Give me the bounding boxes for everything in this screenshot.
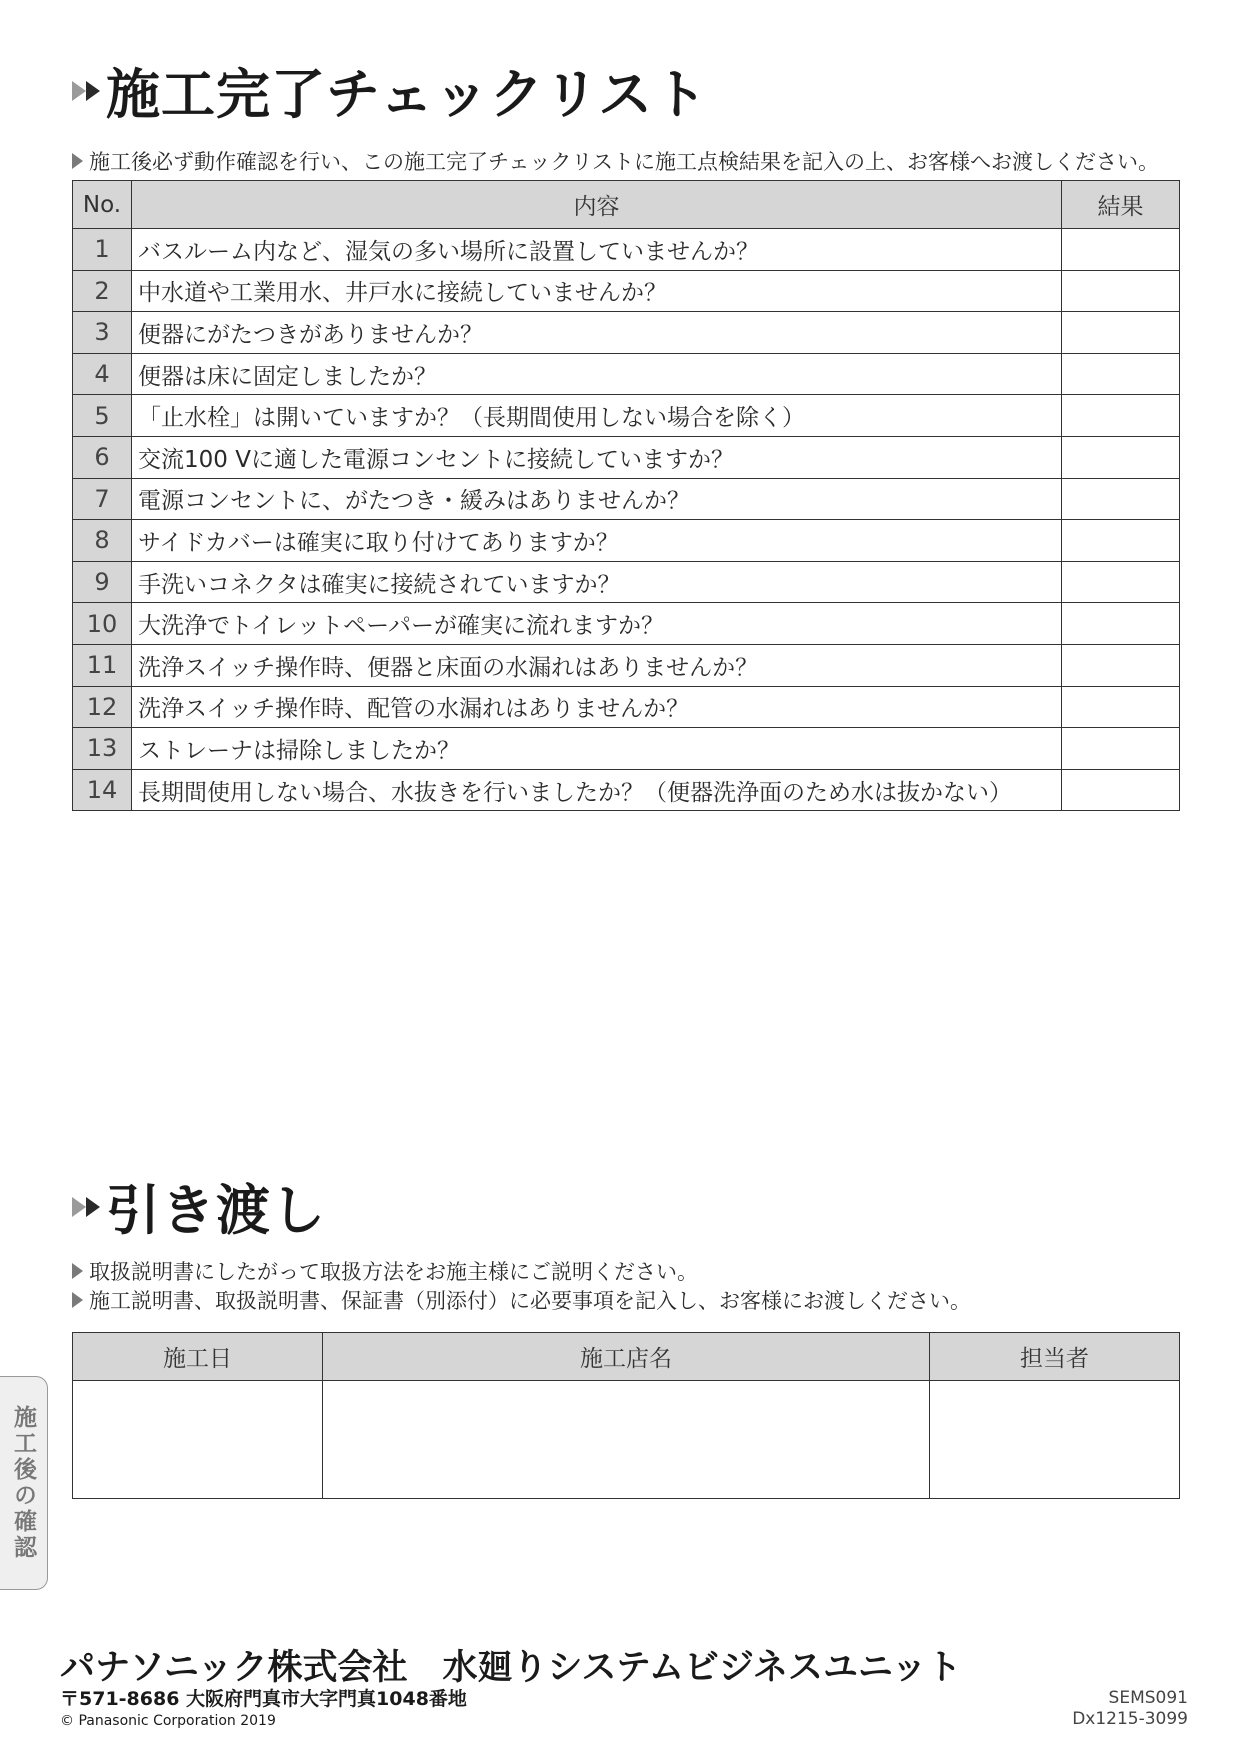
header-no: No.	[73, 181, 132, 229]
table-row	[73, 520, 1180, 562]
row-number: 5	[73, 395, 132, 437]
header-result: 結果	[1062, 181, 1180, 229]
row-number: 8	[73, 520, 132, 562]
header-person: 担当者	[930, 1333, 1180, 1381]
title-arrow-icon	[72, 81, 98, 101]
title-arrow-icon	[72, 1197, 98, 1217]
checklist-title-text: 施工完了チェックリスト	[106, 63, 709, 126]
row-number: 2	[73, 270, 132, 312]
side-tab	[0, 1376, 48, 1590]
row-result-cell[interactable]	[1062, 686, 1180, 728]
row-result-cell[interactable]	[1062, 769, 1180, 811]
handover-table	[72, 1332, 1180, 1499]
row-content: 大洗浄でトイレットペーパーが確実に流れますか？	[132, 603, 1062, 645]
copyright: © Panasonic Corporation 2019	[60, 1713, 276, 1729]
row-content: 洗浄スイッチ操作時、便器と床面の水漏れはありませんか？	[132, 644, 1062, 686]
row-result-cell[interactable]	[1062, 353, 1180, 395]
document-codes	[1072, 1688, 1188, 1731]
table-row	[73, 561, 1180, 603]
date-entry-cell[interactable]	[73, 1381, 323, 1499]
row-result-cell[interactable]	[1062, 270, 1180, 312]
row-number: 12	[73, 686, 132, 728]
table-row	[73, 229, 1180, 271]
document-code: Dx1215-3099	[1072, 1709, 1188, 1730]
bullet-arrow-icon	[72, 1263, 83, 1279]
row-number: 14	[73, 769, 132, 811]
table-row	[73, 769, 1180, 811]
checklist-title	[72, 52, 708, 129]
handover-note	[72, 1256, 698, 1286]
company-name: パナソニック株式会社 水廻りシステムビジネスユニット	[60, 1648, 962, 1688]
company-address: 〒571-8686 大阪府門真市大字門真1048番地	[60, 1688, 467, 1710]
checklist-note	[72, 146, 1159, 176]
row-content: 手洗いコネクタは確実に接続されていますか？	[132, 561, 1062, 603]
row-number: 9	[73, 561, 132, 603]
row-content: 長期間使用しない場合、水抜きを行いましたか？（便器洗浄面のため水は抜かない）	[132, 769, 1062, 811]
table-row	[73, 728, 1180, 770]
row-content: バスルーム内など、湿気の多い場所に設置していませんか？	[132, 229, 1062, 271]
table-row	[73, 312, 1180, 354]
header-shop: 施工店名	[323, 1333, 930, 1381]
row-content: 交流100 Vに適した電源コンセントに接続していますか？	[132, 436, 1062, 478]
row-number: 1	[73, 229, 132, 271]
header-date: 施工日	[73, 1333, 323, 1381]
side-tab-label: 施工後の確認	[10, 1405, 36, 1561]
row-number: 4	[73, 353, 132, 395]
checklist-header-row	[73, 181, 1180, 229]
table-row	[73, 395, 1180, 437]
handover-header-row	[73, 1333, 1180, 1381]
table-row	[73, 478, 1180, 520]
row-number: 6	[73, 436, 132, 478]
row-result-cell[interactable]	[1062, 561, 1180, 603]
row-number: 3	[73, 312, 132, 354]
checklist-table	[72, 180, 1180, 811]
row-result-cell[interactable]	[1062, 312, 1180, 354]
row-result-cell[interactable]	[1062, 229, 1180, 271]
row-content: 中水道や工業用水、井戸水に接続していませんか？	[132, 270, 1062, 312]
table-row	[73, 270, 1180, 312]
row-number: 10	[73, 603, 132, 645]
checklist-note-text: 施工後必ず動作確認を行い、この施工完了チェックリストに施工点検結果を記入の上、お客様へお渡しください。	[89, 150, 1159, 174]
handover-entry-row	[73, 1381, 1180, 1499]
row-content: 電源コンセントに、がたつき・緩みはありませんか？	[132, 478, 1062, 520]
row-result-cell[interactable]	[1062, 436, 1180, 478]
row-content: 便器は床に固定しましたか？	[132, 353, 1062, 395]
row-content: 「止水栓」は開いていますか？（長期間使用しない場合を除く）	[132, 395, 1062, 437]
row-result-cell[interactable]	[1062, 603, 1180, 645]
row-number: 11	[73, 644, 132, 686]
row-number: 13	[73, 728, 132, 770]
row-content: 便器にがたつきがありませんか？	[132, 312, 1062, 354]
document-code: SEMS091	[1108, 1688, 1188, 1708]
row-result-cell[interactable]	[1062, 395, 1180, 437]
handover-note-text: 取扱説明書にしたがって取扱方法をお施主様にご説明ください。	[89, 1260, 698, 1284]
row-content: ストレーナは掃除しましたか？	[132, 728, 1062, 770]
shop-entry-cell[interactable]	[323, 1381, 930, 1499]
row-content: 洗浄スイッチ操作時、配管の水漏れはありませんか？	[132, 686, 1062, 728]
table-row	[73, 436, 1180, 478]
handover-title	[72, 1168, 326, 1245]
person-entry-cell[interactable]	[930, 1381, 1180, 1499]
row-content: サイドカバーは確実に取り付けてありますか？	[132, 520, 1062, 562]
row-result-cell[interactable]	[1062, 520, 1180, 562]
bullet-arrow-icon	[72, 153, 83, 169]
row-number: 7	[73, 478, 132, 520]
table-row	[73, 603, 1180, 645]
handover-note	[72, 1285, 971, 1315]
row-result-cell[interactable]	[1062, 728, 1180, 770]
row-result-cell[interactable]	[1062, 644, 1180, 686]
table-row	[73, 686, 1180, 728]
bullet-arrow-icon	[72, 1292, 83, 1308]
table-row	[73, 353, 1180, 395]
handover-note-text: 施工説明書、取扱説明書、保証書（別添付）に必要事項を記入し、お客様にお渡しください。	[89, 1289, 971, 1313]
row-result-cell[interactable]	[1062, 478, 1180, 520]
handover-title-text: 引き渡し	[106, 1179, 326, 1242]
table-row	[73, 644, 1180, 686]
header-content: 内容	[132, 181, 1062, 229]
